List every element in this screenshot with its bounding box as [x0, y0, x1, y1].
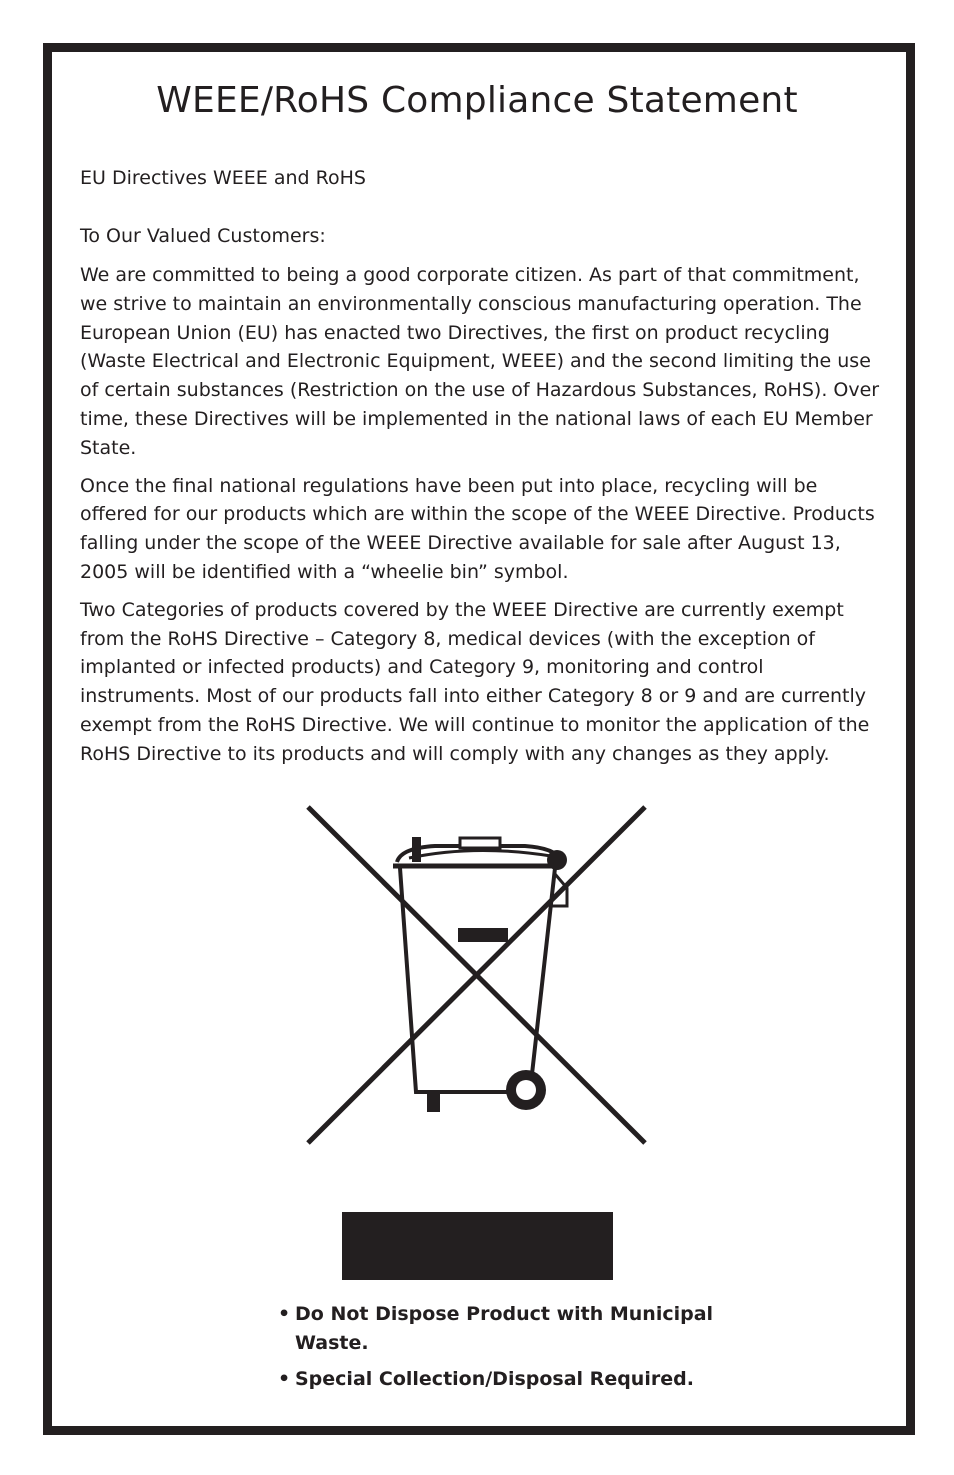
- statement-body: [80, 167, 880, 778]
- disposal-note: [278, 1300, 738, 1357]
- note-text: Do Not Dispose Product with Municipal Waste.: [295, 1303, 714, 1354]
- page-title: WEEE/RoHS Compliance Statement: [156, 80, 798, 121]
- salutation: To Our Valued Customers:: [80, 225, 326, 247]
- subheading: EU Directives WEEE and RoHS: [80, 167, 366, 189]
- bullet-glyph: •: [278, 1368, 291, 1390]
- disposal-notes: [278, 1300, 738, 1402]
- disposal-note: [278, 1365, 738, 1394]
- separate-collection-bar: [342, 1212, 613, 1280]
- crossed-out-wheelie-bin-icon: [305, 804, 647, 1146]
- bullet-glyph: •: [278, 1303, 291, 1325]
- paragraph-exemptions: Two Categories of products covered by the WEEE Directive are currently exempt from the RoHS Directive – Category 8, medical devices (with the exception of implanted or infected products) and Category 9, monitoring and control instruments. Most of our products fall into either Category 8 or 9 and are currently exempt from the RoHS Directive. We will continue to monitor the application of the RoHS Directive to its products and will comply with any changes as they apply.: [80, 598, 870, 765]
- paragraph-recycling: Once the final national regulations have been put into place, recycling will be offered for our products which are within the scope of the WEEE Directive. Products falling under the scope of the WEEE Directive available for sale after August 13, 2005 will be identified with a “wheelie bin” symbol.: [80, 474, 875, 583]
- paragraph-commitment: We are committed to being a good corporate citizen. As part of that commitment, we strive to maintain an environmentally conscious manufacturing operation. The European Union (EU) has enacted two Directives, the first on product recycling (Waste Electrical and Electronic Equipment, WEEE) and the second limiting the use of certain substances (Restriction on the use of Hazardous Substances, RoHS). Over time, these Directives will be implemented in the national laws of each EU Member State.: [80, 264, 880, 459]
- note-text: Special Collection/Disposal Required.: [295, 1368, 694, 1390]
